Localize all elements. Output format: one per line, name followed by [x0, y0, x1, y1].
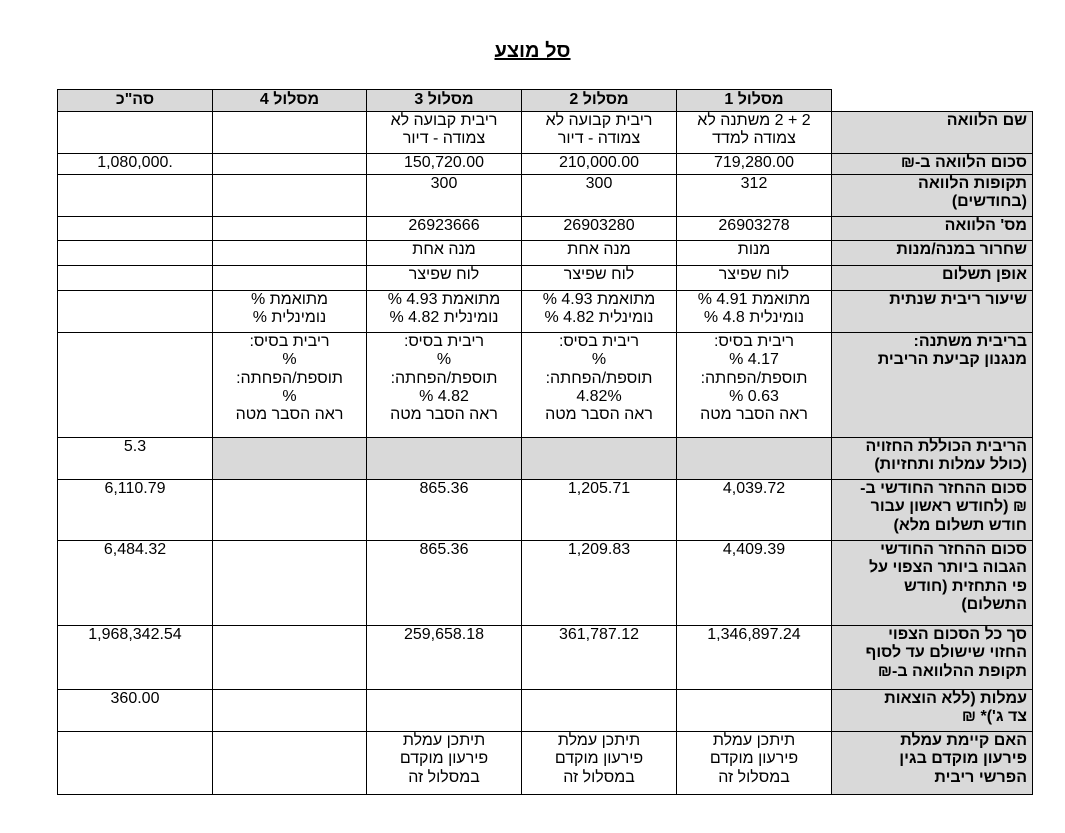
- cell-track-2: ריבית קבועה לא צמודה - דיור: [522, 112, 677, 154]
- cell-track-1: [677, 438, 832, 480]
- cell-track-1: 26903278: [677, 217, 832, 241]
- cell-track-1: לוח שפיצר: [677, 266, 832, 291]
- cell-track-1: ריבית בסיס: 4.17 % תוספת/הפחתה: 0.63 % ראה הסבר מטה: [677, 333, 832, 438]
- cell-track-4: [213, 480, 367, 541]
- cell-total: [58, 266, 213, 291]
- header-row: [58, 90, 1033, 112]
- row-loan-number: [58, 217, 1033, 241]
- cell-total: [58, 112, 213, 154]
- cell-track-3: [367, 438, 522, 480]
- cell-track-3: 259,658.18: [367, 626, 522, 690]
- row-early-repayment: [58, 732, 1033, 795]
- cell-track-2: [522, 690, 677, 732]
- cell-track-1: 1,346,897.24: [677, 626, 832, 690]
- cell-track-3: 26923666: [367, 217, 522, 241]
- row-variable-rate: [58, 333, 1033, 438]
- cell-track-2: 1,209.83: [522, 541, 677, 626]
- cell-track-2: 26903280: [522, 217, 677, 241]
- label-annual-rate: שיעור ריבית שנתית: [832, 291, 1033, 333]
- cell-track-1: 719,280.00: [677, 154, 832, 175]
- row-annual-rate: [58, 291, 1033, 333]
- cell-track-1: [677, 690, 832, 732]
- header-track-1: מסלול 1: [677, 90, 832, 112]
- row-max-monthly: [58, 541, 1033, 626]
- loan-basket-table: [57, 89, 1033, 795]
- cell-track-2: ריבית בסיס: % תוספת/הפחתה: 4.82% ראה הסבר מטה: [522, 333, 677, 438]
- cell-total: 1,968,342.54: [58, 626, 213, 690]
- cell-total: 5.3: [58, 438, 213, 480]
- cell-track-4: [213, 217, 367, 241]
- row-monthly-payment: [58, 480, 1033, 541]
- cell-total: 360.00: [58, 690, 213, 732]
- header-track-4: מסלול 4: [213, 90, 367, 112]
- cell-track-3: לוח שפיצר: [367, 266, 522, 291]
- cell-track-2: [522, 438, 677, 480]
- row-loan-amount: [58, 154, 1033, 175]
- cell-track-4: [213, 175, 367, 217]
- cell-track-4: [213, 690, 367, 732]
- cell-total: [58, 217, 213, 241]
- label-early-repayment: האם קיימת עמלת פירעון מוקדם בגין הפרשי ריבית: [832, 732, 1033, 795]
- cell-track-3: מנה אחת: [367, 241, 522, 266]
- cell-track-4: [213, 241, 367, 266]
- label-monthly-payment: סכום ההחזר החודשי ב- ₪ (לחודש ראשון עבור חודש תשלום מלא): [832, 480, 1033, 541]
- cell-track-3: ריבית בסיס: % תוספת/הפחתה: 4.82 % ראה הסבר מטה: [367, 333, 522, 438]
- cell-track-2: 300: [522, 175, 677, 217]
- cell-total: 1,080,000.: [58, 154, 213, 175]
- cell-track-4: [213, 112, 367, 154]
- cell-track-2: מתואמת 4.93 % נומינלית 4.82 %: [522, 291, 677, 333]
- cell-track-2: לוח שפיצר: [522, 266, 677, 291]
- cell-track-1: 4,409.39: [677, 541, 832, 626]
- header-track-3: מסלול 3: [367, 90, 522, 112]
- label-loan-name: שם הלוואה: [832, 112, 1033, 154]
- cell-track-4: [213, 438, 367, 480]
- cell-track-1: מתואמת 4.91 % נומינלית 4.8 %: [677, 291, 832, 333]
- cell-track-2: 210,000.00: [522, 154, 677, 175]
- cell-track-1: 312: [677, 175, 832, 217]
- row-loan-period: [58, 175, 1033, 217]
- cell-total: [58, 291, 213, 333]
- cell-track-4: [213, 626, 367, 690]
- row-total-rate: [58, 438, 1033, 480]
- label-max-monthly: סכום ההחזר החודשי הגבוה ביותר הצפוי על פי התחזית (חודש התשלום): [832, 541, 1033, 626]
- cell-total: 6,484.32: [58, 541, 213, 626]
- cell-track-3: מתואמת 4.93 % נומינלית 4.82 %: [367, 291, 522, 333]
- row-release: [58, 241, 1033, 266]
- label-release: שחרור במנה/מנות: [832, 241, 1033, 266]
- cell-track-3: [367, 690, 522, 732]
- label-loan-period: תקופות הלוואה (בחודשים): [832, 175, 1033, 217]
- cell-track-3: 865.36: [367, 480, 522, 541]
- cell-track-4: [213, 266, 367, 291]
- header-track-2: מסלול 2: [522, 90, 677, 112]
- label-loan-number: מס' הלוואה: [832, 217, 1033, 241]
- cell-total: [58, 175, 213, 217]
- cell-track-1: 4,039.72: [677, 480, 832, 541]
- label-payment-method: אופן תשלום: [832, 266, 1033, 291]
- header-total: סה"כ: [58, 90, 213, 112]
- cell-track-1: תיתכן עמלת פירעון מוקדם במסלול זה: [677, 732, 832, 795]
- header-corner: [832, 90, 1033, 112]
- cell-total: [58, 333, 213, 438]
- cell-track-2: 1,205.71: [522, 480, 677, 541]
- page-title: סל מוצע: [494, 40, 571, 62]
- cell-total: [58, 732, 213, 795]
- row-loan-name: [58, 112, 1033, 154]
- cell-track-1: 2 + 2 משתנה לא צמודה למדד: [677, 112, 832, 154]
- cell-track-4: ריבית בסיס: % תוספת/הפחתה: % ראה הסבר מטה: [213, 333, 367, 438]
- cell-track-2: תיתכן עמלת פירעון מוקדם במסלול זה: [522, 732, 677, 795]
- cell-track-4: מתואמת % נומינלית %: [213, 291, 367, 333]
- cell-track-4: [213, 541, 367, 626]
- row-payment-method: [58, 266, 1033, 291]
- row-fees: [58, 690, 1033, 732]
- cell-track-3: 150,720.00: [367, 154, 522, 175]
- label-variable-rate: בריבית משתנה: מנגנון קביעת הריבית: [832, 333, 1033, 438]
- cell-total: [58, 241, 213, 266]
- cell-track-3: 300: [367, 175, 522, 217]
- row-total-expected: [58, 626, 1033, 690]
- cell-track-3: תיתכן עמלת פירעון מוקדם במסלול זה: [367, 732, 522, 795]
- cell-track-2: מנה אחת: [522, 241, 677, 266]
- label-total-expected: סך כל הסכום הצפוי החזוי שישולם עד לסוף תקופת ההלוואה ב-₪: [832, 626, 1033, 690]
- label-total-rate: הריבית הכוללת החזויה (כולל עמלות ותחזיות): [832, 438, 1033, 480]
- label-loan-amount: סכום הלוואה ב-₪: [832, 154, 1033, 175]
- cell-track-2: 361,787.12: [522, 626, 677, 690]
- cell-track-1: מנות: [677, 241, 832, 266]
- cell-track-3: 865.36: [367, 541, 522, 626]
- cell-total: 6,110.79: [58, 480, 213, 541]
- cell-track-3: ריבית קבועה לא צמודה - דיור: [367, 112, 522, 154]
- label-fees: עמלות (ללא הוצאות צד ג')* ₪: [832, 690, 1033, 732]
- cell-track-4: [213, 732, 367, 795]
- cell-track-4: [213, 154, 367, 175]
